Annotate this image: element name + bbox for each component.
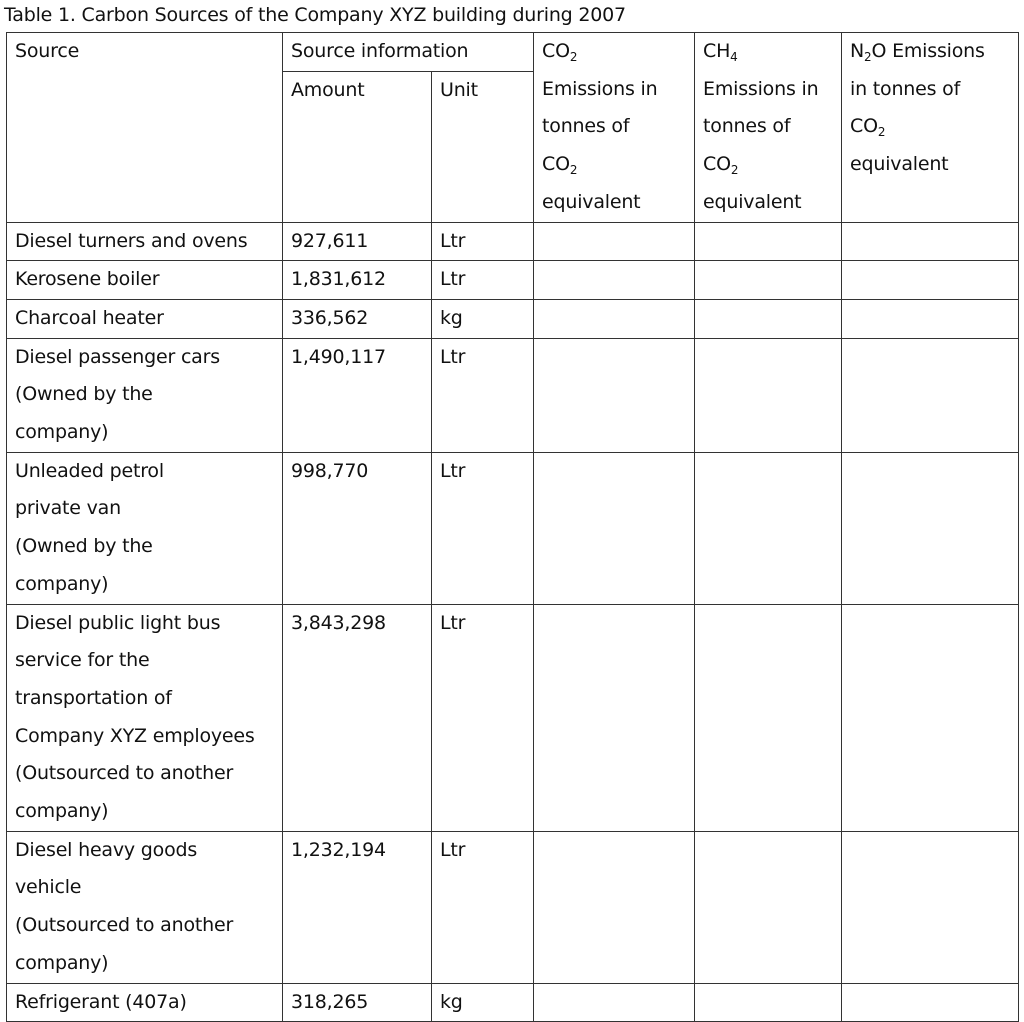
source-cell bbox=[7, 452, 283, 604]
header-ch4-emissions: $CH_4$ Emissions in tonnes of $CO_2$ equivalent bbox=[695, 33, 842, 223]
source-line: Diesel public light bus bbox=[15, 611, 221, 634]
source-line: (Owned by the bbox=[15, 535, 153, 558]
table-row bbox=[7, 452, 1019, 604]
amount-cell: 3,843,298 bbox=[283, 604, 432, 831]
amount-cell: 1,232,194 bbox=[283, 831, 432, 983]
ch4-cell bbox=[695, 831, 842, 983]
source-line: (Owned by the bbox=[15, 383, 153, 406]
unit-cell: Ltr bbox=[432, 261, 534, 300]
amount-cell: 336,562 bbox=[283, 299, 432, 338]
ch4-cell bbox=[695, 983, 842, 1022]
n2o-cell bbox=[842, 261, 1019, 300]
header-source-information: Source information bbox=[283, 33, 534, 72]
table-row bbox=[7, 831, 1019, 983]
n2o-cell bbox=[842, 222, 1019, 261]
source-line: (Outsourced to another bbox=[15, 914, 234, 937]
table-row bbox=[7, 604, 1019, 831]
source-cell bbox=[7, 831, 283, 983]
source-cell bbox=[7, 338, 283, 452]
source-line: company) bbox=[15, 800, 109, 823]
header-amount: Amount bbox=[283, 71, 432, 222]
table-row bbox=[7, 338, 1019, 452]
amount-cell: 927,611 bbox=[283, 222, 432, 261]
co2-cell bbox=[534, 261, 695, 300]
ch4-cell bbox=[695, 338, 842, 452]
co2-cell bbox=[534, 452, 695, 604]
source-cell bbox=[7, 604, 283, 831]
source-line: Refrigerant (407a) bbox=[15, 990, 187, 1013]
n2o-cell bbox=[842, 604, 1019, 831]
co2-cell bbox=[534, 831, 695, 983]
table-caption: Table 1. Carbon Sources of the Company XYZ building during 2007 bbox=[4, 4, 626, 26]
source-line: service for the bbox=[15, 649, 150, 672]
table-row bbox=[7, 261, 1019, 300]
n2o-cell bbox=[842, 831, 1019, 983]
header-row bbox=[7, 33, 1019, 72]
table-row bbox=[7, 299, 1019, 338]
source-cell bbox=[7, 261, 283, 300]
source-line: (Outsourced to another bbox=[15, 762, 234, 785]
source-cell bbox=[7, 222, 283, 261]
co2-cell bbox=[534, 983, 695, 1022]
header-n2o-emissions: $N_2O$ Emissions in tonnes of $CO_2$ equivalent bbox=[842, 33, 1019, 223]
header-source: Source bbox=[7, 33, 283, 223]
source-cell bbox=[7, 983, 283, 1022]
unit-cell: Ltr bbox=[432, 604, 534, 831]
source-line: private van bbox=[15, 497, 121, 520]
table-row bbox=[7, 983, 1019, 1022]
co2-cell bbox=[534, 338, 695, 452]
table-row bbox=[7, 222, 1019, 261]
carbon-sources-table bbox=[6, 32, 1019, 1022]
source-line: Unleaded petrol bbox=[15, 459, 164, 482]
unit-cell: kg bbox=[432, 299, 534, 338]
n2o-cell bbox=[842, 452, 1019, 604]
n2o-cell bbox=[842, 299, 1019, 338]
ch4-cell bbox=[695, 452, 842, 604]
unit-cell: Ltr bbox=[432, 338, 534, 452]
ch4-cell bbox=[695, 261, 842, 300]
ch4-cell bbox=[695, 604, 842, 831]
source-line: Diesel turners and ovens bbox=[15, 229, 248, 252]
unit-cell: Ltr bbox=[432, 452, 534, 604]
co2-cell bbox=[534, 604, 695, 831]
source-line: vehicle bbox=[15, 876, 82, 899]
source-line: company) bbox=[15, 421, 109, 444]
amount-cell: 998,770 bbox=[283, 452, 432, 604]
co2-cell bbox=[534, 222, 695, 261]
ch4-cell bbox=[695, 299, 842, 338]
source-line: Kerosene boiler bbox=[15, 268, 160, 291]
n2o-cell bbox=[842, 338, 1019, 452]
source-line: Diesel passenger cars bbox=[15, 345, 220, 368]
source-cell bbox=[7, 299, 283, 338]
source-line: Diesel heavy goods bbox=[15, 838, 198, 861]
amount-cell: 1,831,612 bbox=[283, 261, 432, 300]
amount-cell: 318,265 bbox=[283, 983, 432, 1022]
ch4-cell bbox=[695, 222, 842, 261]
unit-cell: Ltr bbox=[432, 831, 534, 983]
n2o-cell bbox=[842, 983, 1019, 1022]
header-unit: Unit bbox=[432, 71, 534, 222]
source-line: company) bbox=[15, 951, 109, 974]
unit-cell: kg bbox=[432, 983, 534, 1022]
source-line: Charcoal heater bbox=[15, 306, 164, 329]
source-line: Company XYZ employees bbox=[15, 724, 255, 747]
header-co2-emissions: $CO_2$ Emissions in tonnes of $CO_2$ equivalent bbox=[534, 33, 695, 223]
amount-cell: 1,490,117 bbox=[283, 338, 432, 452]
unit-cell: Ltr bbox=[432, 222, 534, 261]
co2-cell bbox=[534, 299, 695, 338]
source-line: transportation of bbox=[15, 686, 172, 709]
source-line: company) bbox=[15, 572, 109, 595]
